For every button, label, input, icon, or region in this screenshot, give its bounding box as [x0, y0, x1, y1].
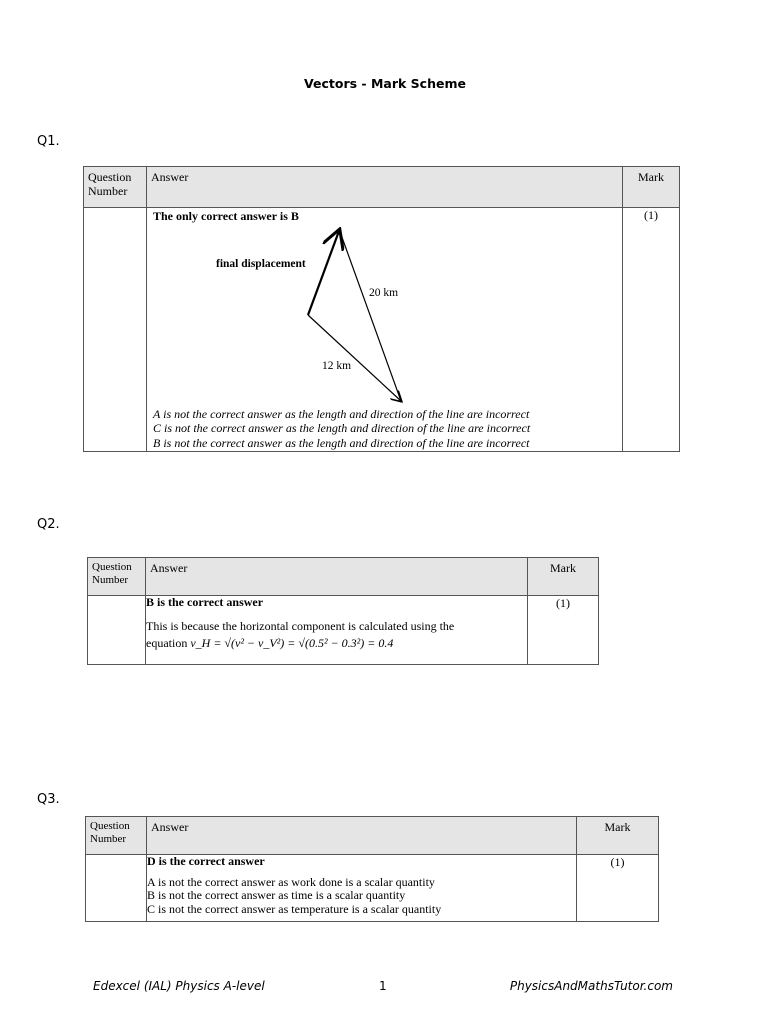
vector-12km-line [308, 315, 401, 401]
q3-correct-answer: D is the correct answer [147, 854, 265, 868]
header-question-number: Question Number [88, 558, 146, 596]
q1-line-a: A is not the correct answer as the length and direction of the line are incorrect [153, 406, 530, 421]
question-label-q1: Q1. [37, 134, 60, 149]
vector-triangle-figure [153, 224, 613, 409]
label-12-km: 12 km [322, 359, 352, 372]
footer-exam-board: Edexcel (IAL) Physics A-level [93, 979, 265, 993]
q2-mark: (1) [528, 596, 599, 665]
final-displacement-line [308, 231, 339, 315]
q1-table [83, 166, 680, 452]
q1-question-cell [84, 208, 147, 452]
q2-table [87, 557, 599, 665]
header-mark: Mark [577, 817, 659, 855]
q3-answer-cell [147, 855, 577, 922]
q1-line-c: C is not the correct answer as the length and direction of the line are incorrect [153, 421, 531, 435]
vector-20km-line [339, 229, 401, 401]
q3-table [85, 816, 659, 922]
q3-line-b: B is not the correct answer as time is a scalar quantity [147, 888, 406, 902]
header-question-number: Question Number [86, 817, 147, 855]
label-20-km: 20 km [369, 286, 399, 299]
header-answer: Answer [146, 558, 528, 596]
label-final-displacement: final displacement [216, 257, 306, 270]
q2-explanation: This is because the horizontal component is calculated using the [146, 618, 455, 633]
header-answer: Answer [147, 817, 577, 855]
q2-correct-answer: B is the correct answer [146, 595, 264, 609]
q1-line-b: B is not the correct answer as the length and direction of the line are incorrect [153, 435, 530, 450]
q1-mark: (1) [623, 208, 680, 452]
footer-page-number: 1 [379, 979, 387, 993]
q3-mark: (1) [577, 855, 659, 922]
q3-line-a: A is not the correct answer as work done is a scalar quantity [147, 874, 435, 889]
q2-equation [146, 637, 527, 651]
q2-question-cell [88, 596, 146, 665]
question-label-q3: Q3. [37, 792, 60, 807]
question-label-q2: Q2. [37, 517, 60, 532]
q2-answer-cell [146, 596, 528, 665]
q2-equation-body: v_H = √(v² − v_V²) = √(0.5² − 0.3²) = 0.4 [190, 636, 394, 650]
header-question-number: Question Number [84, 167, 147, 208]
header-mark: Mark [528, 558, 599, 596]
q1-answer-cell [147, 208, 623, 452]
header-mark: Mark [623, 167, 680, 208]
q2-equation-prefix: equation [146, 636, 188, 650]
page-title: Vectors - Mark Scheme [304, 76, 466, 91]
vector-diagram [153, 224, 616, 409]
header-answer: Answer [147, 167, 623, 208]
q1-correct-answer: The only correct answer is B [153, 209, 299, 223]
q3-line-c: C is not the correct answer as temperature is a scalar quantity [147, 901, 442, 916]
q3-question-cell [86, 855, 147, 922]
footer-website: PhysicsAndMathsTutor.com [509, 979, 673, 993]
